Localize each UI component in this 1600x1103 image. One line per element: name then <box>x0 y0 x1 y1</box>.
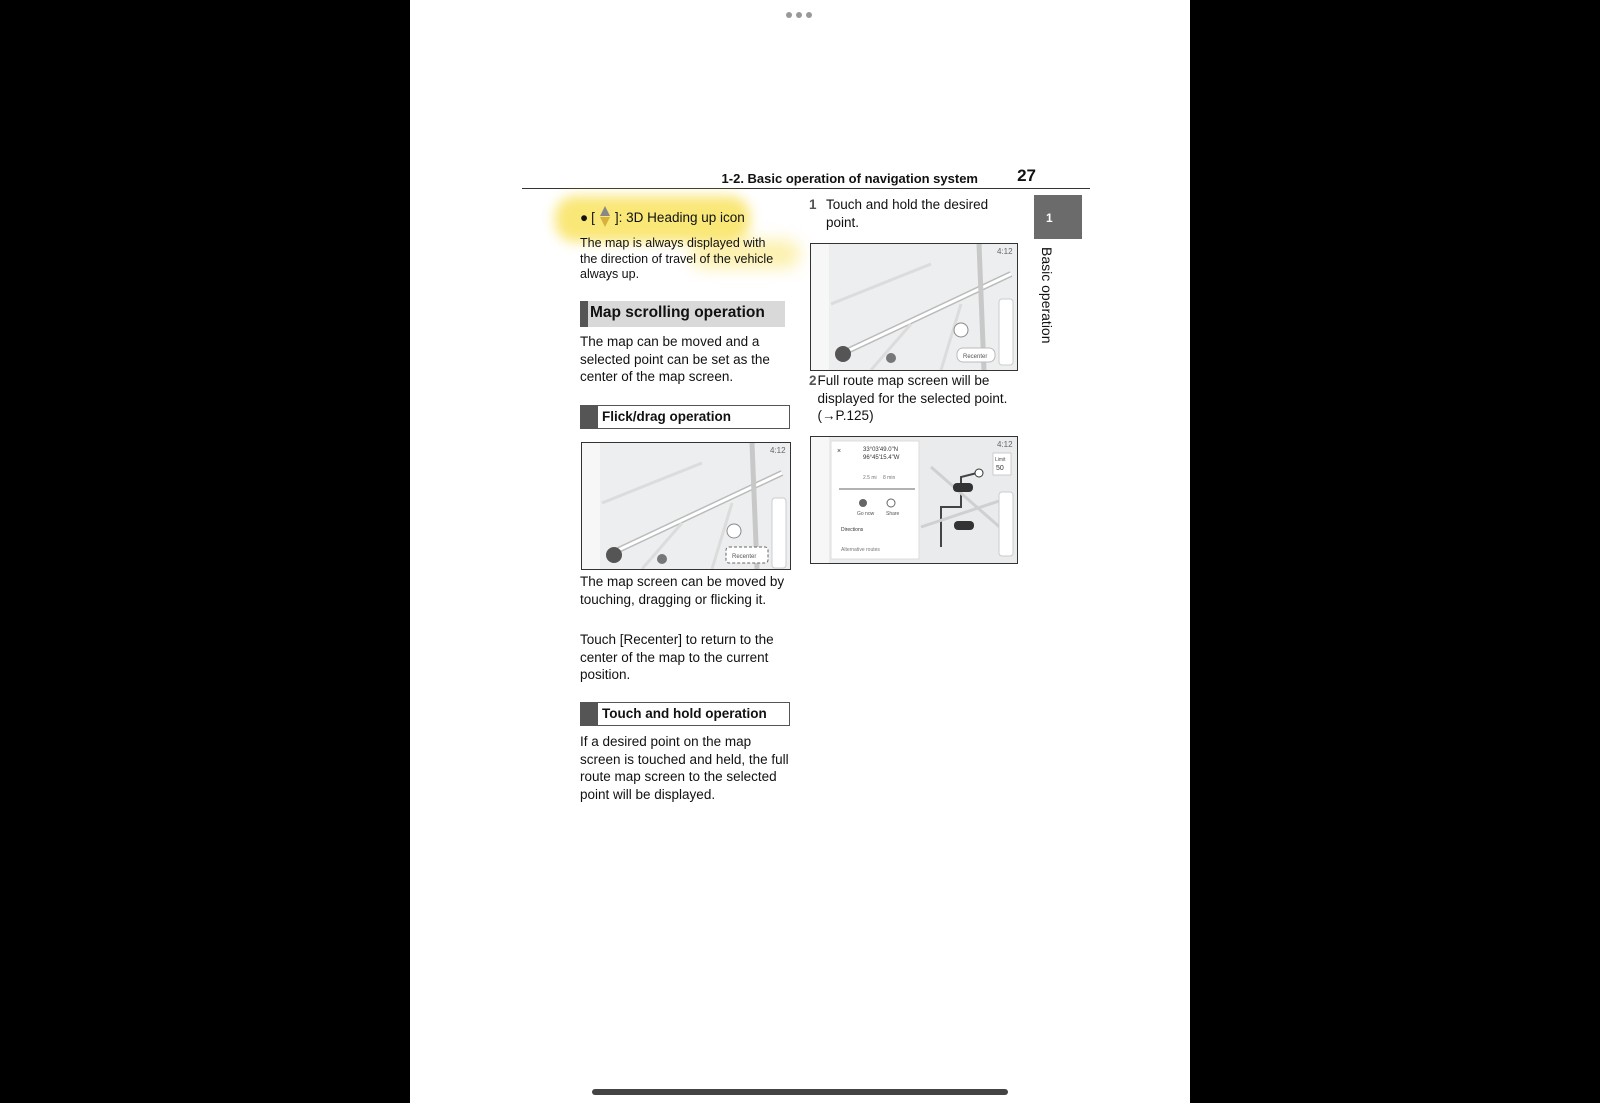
step-1 <box>809 196 1014 231</box>
step-2 <box>809 372 1019 425</box>
clock-3: 4:12 <box>997 440 1013 449</box>
go-now-label: Go now <box>857 511 875 517</box>
manual-page <box>410 0 1190 1103</box>
clock-2: 4:12 <box>997 247 1013 256</box>
heading-up-label: ]: 3D Heading up icon <box>614 209 745 225</box>
share-label: Share <box>886 511 900 517</box>
heading-up-bullet <box>580 206 745 228</box>
heading-up-description: The map is always displayed with the direction of travel of the vehicle always up. <box>580 236 774 281</box>
bullet-symbol: ● <box>580 209 589 225</box>
directions-label: Directions <box>841 527 864 533</box>
limit-value: 50 <box>996 465 1004 472</box>
flick-heading-label: Flick/drag operation <box>602 409 732 424</box>
recenter-label-2: Recenter <box>963 354 988 360</box>
step-2-text: Full route map screen will be displayed for the selected point. (→P.125) <box>817 373 1008 423</box>
coords-line-2: 96°45'15.4"W <box>863 455 900 461</box>
step-1-number: 1 <box>809 197 817 212</box>
step-1-text: Touch and hold the desired point. <box>826 197 989 230</box>
recenter-label-1: Recenter <box>732 554 757 560</box>
flick-text-1: The map screen can be moved by touching, dragging or flicking it. <box>580 574 785 607</box>
section-heading: Map scrolling operation <box>580 301 785 327</box>
home-indicator[interactable] <box>592 1089 1008 1095</box>
clock-1: 4:12 <box>770 446 786 455</box>
flick-heading <box>580 405 790 429</box>
page-number: 27 <box>1017 166 1036 185</box>
coords-line-1: 33°03'49.0"N <box>863 447 899 453</box>
section-intro: The map can be moved and a selected point can be set as the center of the map screen. <box>580 334 770 384</box>
alt-routes-label: Alternative routes <box>841 547 880 553</box>
page-header <box>522 166 1090 189</box>
flick-text-2: Touch [Recenter] to return to the center of the map to the current position. <box>580 632 774 682</box>
map-screenshot-hold <box>810 243 1018 371</box>
chapter-tab <box>1034 195 1082 239</box>
bracket-open: [ <box>591 209 595 225</box>
chapter-number: 1 <box>1046 211 1053 225</box>
chapter-label: Basic operation <box>1039 247 1055 344</box>
more-options-handle[interactable] <box>786 12 816 20</box>
limit-label: Limit <box>995 457 1006 463</box>
heading-up-icon <box>598 206 612 228</box>
header-section-title: 1-2. Basic operation of navigation system <box>721 171 978 186</box>
hold-text: If a desired point on the map screen is touched and held, the full route map screen to the selected point will be displayed. <box>580 734 789 802</box>
route-eta: 8 min <box>883 475 896 481</box>
step-2-number: 2 <box>809 373 817 388</box>
hold-heading-label: Touch and hold operation <box>602 706 767 721</box>
route-map-screenshot <box>810 436 1018 564</box>
route-distance: 2.5 mi <box>863 475 877 481</box>
hold-heading <box>580 702 790 726</box>
map-screenshot-flick <box>581 442 791 570</box>
svg-text:×: × <box>837 448 842 455</box>
